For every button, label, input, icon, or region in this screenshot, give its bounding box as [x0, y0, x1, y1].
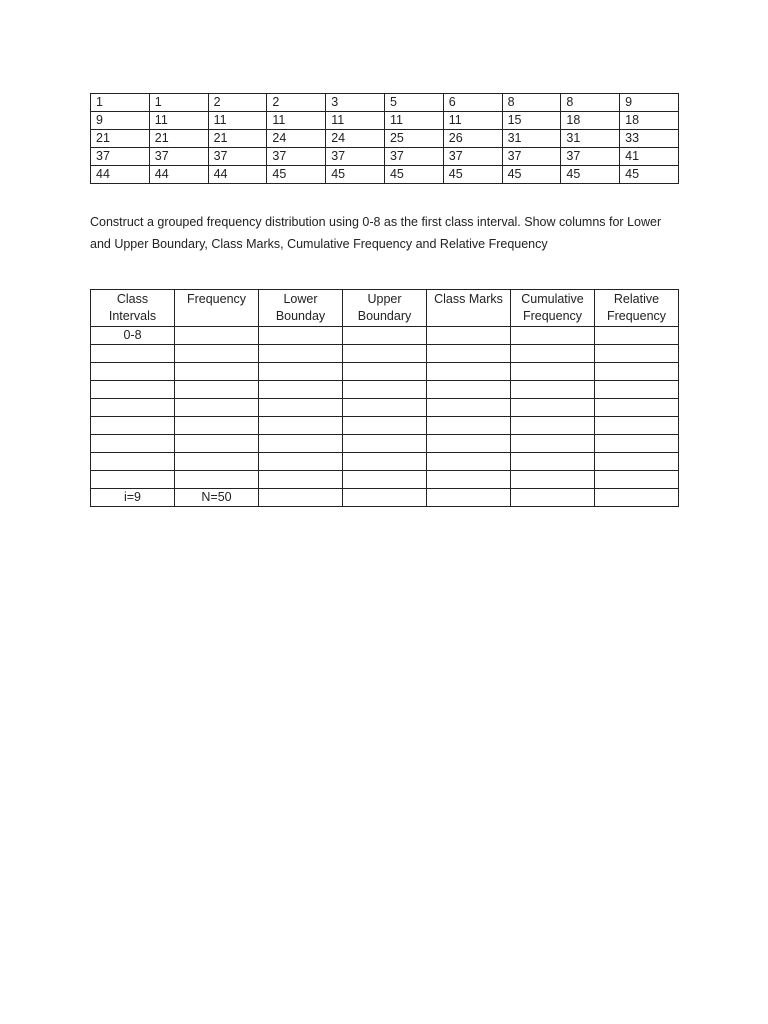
column-header	[175, 290, 259, 327]
raw-data-cell: 11	[267, 112, 326, 130]
column-header-line: Relative	[613, 292, 660, 306]
raw-data-row	[91, 148, 679, 166]
frequency-cell	[511, 417, 595, 435]
frequency-cell	[511, 489, 595, 507]
frequency-row	[91, 363, 679, 381]
frequency-cell	[91, 399, 175, 417]
frequency-cell	[343, 489, 427, 507]
column-header	[259, 290, 343, 327]
frequency-cell	[259, 435, 343, 453]
raw-data-cell: 21	[91, 130, 150, 148]
raw-data-cell: 37	[443, 148, 502, 166]
frequency-cell	[427, 363, 511, 381]
instructions-line-2: and Upper Boundary, Class Marks, Cumulative Frequency and Relative Frequency	[90, 237, 548, 251]
frequency-cell	[343, 435, 427, 453]
raw-data-cell: 8	[502, 94, 561, 112]
raw-data-cell: 9	[91, 112, 150, 130]
column-header	[511, 290, 595, 327]
frequency-row	[91, 453, 679, 471]
frequency-cell	[91, 471, 175, 489]
raw-data-cell: 31	[561, 130, 620, 148]
raw-data-cell: 21	[208, 130, 267, 148]
raw-data-cell: 44	[91, 166, 150, 184]
column-header	[427, 290, 511, 327]
raw-data-cell: 24	[326, 130, 385, 148]
raw-data-cell: 37	[267, 148, 326, 166]
frequency-cell	[595, 453, 679, 471]
frequency-cell	[427, 417, 511, 435]
raw-data-cell: 11	[208, 112, 267, 130]
frequency-cell	[175, 381, 259, 399]
frequency-cell	[343, 453, 427, 471]
raw-data-cell: 37	[502, 148, 561, 166]
frequency-cell	[595, 363, 679, 381]
raw-data-cell: 44	[149, 166, 208, 184]
raw-data-cell: 11	[443, 112, 502, 130]
raw-data-cell: 11	[149, 112, 208, 130]
raw-data-cell: 11	[384, 112, 443, 130]
frequency-row	[91, 381, 679, 399]
raw-data-cell: 2	[267, 94, 326, 112]
frequency-cell: 0-8	[91, 327, 175, 345]
frequency-cell	[595, 435, 679, 453]
raw-data-cell: 45	[620, 166, 679, 184]
frequency-cell	[427, 435, 511, 453]
instructions-text	[90, 211, 690, 255]
raw-data-cell: 31	[502, 130, 561, 148]
raw-data-cell: 2	[208, 94, 267, 112]
raw-data-cell: 18	[620, 112, 679, 130]
header-row	[91, 290, 679, 327]
frequency-cell	[427, 453, 511, 471]
frequency-row	[91, 489, 679, 507]
column-header	[343, 290, 427, 327]
frequency-cell	[259, 489, 343, 507]
frequency-row	[91, 471, 679, 489]
column-header-line: Frequency	[186, 292, 247, 306]
frequency-cell	[175, 435, 259, 453]
frequency-cell	[175, 453, 259, 471]
column-header-line: Frequency	[522, 309, 583, 323]
frequency-cell	[91, 345, 175, 363]
raw-data-cell: 24	[267, 130, 326, 148]
raw-data-cell: 45	[561, 166, 620, 184]
frequency-cell	[511, 435, 595, 453]
raw-data-cell: 37	[561, 148, 620, 166]
frequency-cell	[343, 327, 427, 345]
frequency-cell	[595, 399, 679, 417]
raw-data-cell: 25	[384, 130, 443, 148]
frequency-cell	[595, 417, 679, 435]
frequency-cell	[511, 345, 595, 363]
frequency-distribution-table	[90, 289, 679, 507]
frequency-cell	[427, 345, 511, 363]
frequency-cell	[175, 363, 259, 381]
raw-data-cell: 44	[208, 166, 267, 184]
frequency-row	[91, 345, 679, 363]
frequency-cell	[427, 327, 511, 345]
frequency-cell	[259, 345, 343, 363]
frequency-cell	[427, 381, 511, 399]
column-header-line: Upper	[367, 292, 402, 306]
instructions-line-1: Construct a grouped frequency distribution using 0-8 as the first class interval. Show columns for Lower	[90, 215, 662, 229]
frequency-cell: N=50	[175, 489, 259, 507]
column-header-line: Lower	[283, 292, 318, 306]
frequency-cell	[427, 399, 511, 417]
raw-data-cell: 26	[443, 130, 502, 148]
frequency-cell	[595, 381, 679, 399]
raw-data-cell: 37	[326, 148, 385, 166]
frequency-row	[91, 417, 679, 435]
frequency-cell	[595, 345, 679, 363]
frequency-row	[91, 399, 679, 417]
raw-data-cell: 37	[384, 148, 443, 166]
raw-data-cell: 18	[561, 112, 620, 130]
raw-data-cell: 37	[91, 148, 150, 166]
frequency-cell	[91, 381, 175, 399]
frequency-cell	[259, 399, 343, 417]
frequency-cell	[595, 327, 679, 345]
raw-data-cell: 45	[443, 166, 502, 184]
raw-data-cell: 3	[326, 94, 385, 112]
frequency-cell	[595, 471, 679, 489]
frequency-cell	[91, 453, 175, 471]
column-header-line: Class	[116, 292, 149, 306]
raw-data-cell: 37	[208, 148, 267, 166]
frequency-cell	[343, 399, 427, 417]
frequency-table-body	[91, 327, 679, 507]
frequency-cell	[259, 417, 343, 435]
frequency-cell	[175, 327, 259, 345]
raw-data-cell: 11	[326, 112, 385, 130]
raw-data-row	[91, 130, 679, 148]
column-header-line: Boundary	[357, 309, 412, 323]
frequency-cell	[427, 471, 511, 489]
frequency-cell	[511, 363, 595, 381]
raw-data-cell: 21	[149, 130, 208, 148]
frequency-cell	[175, 471, 259, 489]
raw-data-cell: 1	[91, 94, 150, 112]
frequency-cell	[511, 453, 595, 471]
column-header-line: Cumulative	[521, 292, 584, 306]
frequency-cell	[343, 471, 427, 489]
frequency-cell	[511, 471, 595, 489]
frequency-cell	[511, 399, 595, 417]
raw-data-cell: 1	[149, 94, 208, 112]
frequency-cell	[511, 381, 595, 399]
column-header	[91, 290, 175, 327]
frequency-cell	[259, 471, 343, 489]
column-header-line: Intervals	[108, 309, 157, 323]
frequency-cell	[175, 345, 259, 363]
frequency-cell	[175, 417, 259, 435]
raw-data-table	[90, 93, 679, 184]
raw-data-row	[91, 94, 679, 112]
raw-data-cell: 41	[620, 148, 679, 166]
frequency-cell	[427, 489, 511, 507]
raw-data-cell: 45	[502, 166, 561, 184]
raw-data-cell: 45	[326, 166, 385, 184]
raw-data-cell: 45	[384, 166, 443, 184]
frequency-cell	[343, 381, 427, 399]
frequency-cell	[343, 363, 427, 381]
raw-data-cell: 33	[620, 130, 679, 148]
raw-data-cell: 37	[149, 148, 208, 166]
frequency-cell	[91, 435, 175, 453]
frequency-cell	[259, 381, 343, 399]
frequency-row	[91, 435, 679, 453]
raw-data-cell: 15	[502, 112, 561, 130]
frequency-table-header	[91, 290, 679, 327]
frequency-cell	[91, 417, 175, 435]
frequency-cell	[595, 489, 679, 507]
raw-data-cell: 6	[443, 94, 502, 112]
raw-data-body	[91, 94, 679, 184]
column-header-line: Frequency	[606, 309, 667, 323]
raw-data-cell: 5	[384, 94, 443, 112]
frequency-cell	[343, 417, 427, 435]
frequency-cell	[259, 327, 343, 345]
raw-data-cell: 9	[620, 94, 679, 112]
frequency-cell	[91, 363, 175, 381]
raw-data-cell: 8	[561, 94, 620, 112]
frequency-cell	[511, 327, 595, 345]
column-header-line: Class Marks	[434, 292, 503, 306]
column-header	[595, 290, 679, 327]
frequency-cell	[259, 363, 343, 381]
frequency-cell: i=9	[91, 489, 175, 507]
raw-data-cell: 45	[267, 166, 326, 184]
raw-data-row	[91, 166, 679, 184]
frequency-cell	[259, 453, 343, 471]
raw-data-row	[91, 112, 679, 130]
column-header-line: Bounday	[275, 309, 326, 323]
frequency-cell	[175, 399, 259, 417]
frequency-cell	[343, 345, 427, 363]
frequency-row	[91, 327, 679, 345]
